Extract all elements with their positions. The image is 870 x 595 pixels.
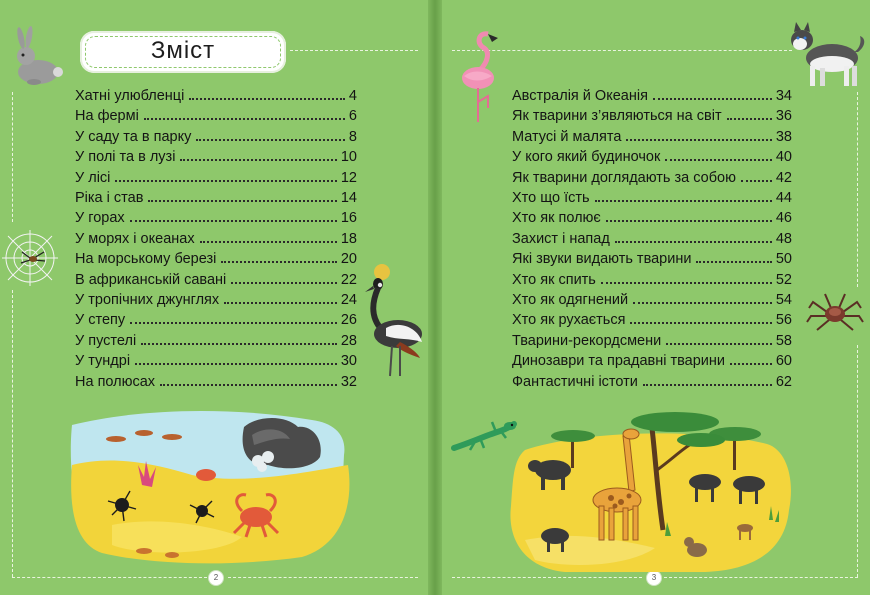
toc-entry-page: 6	[348, 108, 357, 125]
toc-entry-title: Хто як спить	[512, 271, 596, 288]
toc-entry	[75, 231, 357, 247]
toc-entry-title: У саду та в парку	[75, 128, 192, 145]
toc-entry-page: 46	[775, 210, 792, 227]
toc-entry-page: 60	[775, 353, 792, 370]
toc-entry	[512, 129, 792, 145]
toc-entry	[512, 190, 792, 206]
toc-entry-page: 36	[775, 108, 792, 125]
toc-entry	[512, 210, 792, 226]
toc-entry-page: 54	[775, 292, 792, 308]
toc-entry-title: Динозаври та прадавні тварини	[512, 353, 725, 370]
toc-leader-dots	[160, 384, 337, 386]
rabbit-icon	[8, 28, 68, 88]
toc-leader-dots	[626, 139, 771, 141]
toc-leader-dots	[200, 241, 337, 243]
toc-entry	[512, 251, 792, 267]
toc-leader-dots	[727, 118, 772, 120]
toc-entry	[75, 272, 357, 288]
husky-icon	[786, 22, 866, 90]
toc-entry-page: 16	[340, 210, 357, 227]
toc-entry-page: 50	[775, 251, 792, 268]
toc-entry-title: У тропічних джунглях	[75, 292, 220, 308]
flamingo-icon	[458, 30, 508, 125]
toc-entry-page: 48	[775, 230, 792, 247]
toc-leader-dots	[135, 363, 337, 365]
toc-leader-dots	[633, 302, 772, 304]
spider-icon	[0, 228, 60, 288]
toc-entry	[512, 231, 792, 247]
toc-entry	[512, 149, 792, 165]
toc-leader-dots	[615, 241, 772, 243]
toc-entry-title: Хатні улюбленці	[75, 88, 185, 104]
toc-entry-page: 10	[340, 149, 357, 166]
toc-leader-dots	[130, 322, 337, 324]
toc-leader-dots	[730, 363, 772, 365]
toc-entry-page: 38	[775, 128, 792, 145]
toc-entry-page: 34	[775, 88, 792, 104]
book-gutter	[428, 0, 442, 595]
toc-entry-page: 28	[340, 332, 357, 349]
toc-entry-title: Тварини-рекордсмени	[512, 332, 662, 349]
toc-leader-dots	[653, 98, 772, 100]
toc-entry-page: 4	[348, 88, 357, 104]
toc-entry-title: На полюсах	[75, 373, 156, 390]
toc-entry-title: У горах	[75, 210, 125, 227]
toc-entry	[512, 312, 792, 328]
toc-entry-title: Які звуки видають тварини	[512, 251, 692, 268]
savanna-scene	[505, 410, 795, 575]
toc-leader-dots	[180, 159, 336, 161]
toc-entry-title: Як тварини доглядають за собою	[512, 169, 736, 186]
toc-entry-title: У лісі	[75, 169, 111, 186]
toc-entry	[75, 251, 357, 267]
toc-entry-title: Хто як полює	[512, 210, 601, 227]
dashed-border	[290, 50, 418, 51]
toc-entry-title: В африканській савані	[75, 271, 227, 288]
toc-entry-page: 14	[340, 190, 357, 206]
toc-entry-page: 26	[340, 312, 357, 329]
toc-entry	[75, 374, 357, 390]
toc-entry	[75, 292, 357, 308]
toc-leader-dots	[141, 343, 337, 345]
toc-leader-dots	[148, 200, 336, 202]
toc-entry-page: 56	[775, 312, 792, 329]
crowned-crane-icon	[360, 262, 430, 382]
dashed-border	[12, 290, 13, 577]
toc-entry-page: 8	[348, 128, 357, 145]
toc-entry-title: На фермі	[75, 108, 139, 125]
toc-leader-dots	[595, 200, 772, 202]
toc-leader-dots	[665, 159, 772, 161]
toc-entry-title: Як тварини з’являються на світ	[512, 108, 722, 125]
toc-entry-title: Австралія й Океанія	[512, 88, 648, 104]
toc-entry	[512, 292, 792, 308]
toc-leader-dots	[606, 220, 772, 222]
toc-entry-page: 58	[775, 332, 792, 349]
toc-entry-title: Фантастичні істоти	[512, 373, 638, 390]
toc-entry-title: На морському березі	[75, 251, 217, 268]
toc-leader-dots	[115, 180, 336, 182]
dashed-border	[857, 92, 858, 287]
toc-entry	[75, 149, 357, 165]
toc-entry-page: 32	[340, 373, 357, 390]
toc-entry-title: У кого який будиночок	[512, 149, 661, 166]
dashed-border	[664, 577, 858, 578]
toc-entry	[512, 108, 792, 124]
toc-leader-dots	[696, 261, 771, 263]
toc-entry-title: Матусі й малята	[512, 128, 622, 145]
toc-entry-title: У тундрі	[75, 353, 131, 370]
dashed-border	[12, 577, 207, 578]
toc-entry-title: Ріка і став	[75, 190, 144, 206]
toc-entry	[75, 88, 357, 104]
toc-entry-page: 24	[340, 292, 357, 308]
toc-entry-title: Хто що їсть	[512, 190, 590, 206]
toc-entry	[512, 333, 792, 349]
toc-entry-page: 44	[775, 190, 792, 206]
toc-leader-dots	[196, 139, 345, 141]
toc-leader-dots	[666, 343, 772, 345]
toc-entry	[75, 353, 357, 369]
toc-leader-dots	[130, 220, 337, 222]
toc-leader-dots	[630, 322, 771, 324]
toc-entry-page: 22	[340, 271, 357, 288]
toc-entry-title: У полі та в лузі	[75, 149, 176, 166]
toc-entry	[512, 374, 792, 390]
toc-entry-page: 52	[775, 271, 792, 288]
toc-entry	[512, 272, 792, 288]
toc-leader-dots	[144, 118, 345, 120]
toc-entry-page: 20	[340, 251, 357, 268]
toc-entry-title: У степу	[75, 312, 126, 329]
toc-entry	[75, 170, 357, 186]
page-number-right: 3	[646, 570, 662, 586]
toc-leader-dots	[601, 282, 772, 284]
dashed-border	[452, 577, 642, 578]
toc-entry	[512, 88, 792, 104]
toc-entry	[75, 129, 357, 145]
contents-title-box	[80, 31, 286, 73]
toc-entry	[512, 170, 792, 186]
crab-icon	[805, 288, 865, 338]
toc-entry	[75, 210, 357, 226]
toc-entry-title: Хто як одягнений	[512, 292, 629, 308]
toc-entry	[75, 312, 357, 328]
toc-entry-page: 42	[775, 169, 792, 186]
dashed-border	[857, 345, 858, 577]
toc-entry	[512, 353, 792, 369]
toc-leader-dots	[224, 302, 337, 304]
toc-leader-dots	[643, 384, 772, 386]
seashore-scene	[72, 405, 352, 565]
toc-entry	[75, 333, 357, 349]
toc-leader-dots	[221, 261, 337, 263]
toc-entry-page: 40	[775, 149, 792, 166]
toc-leader-dots	[231, 282, 337, 284]
toc-entry-page: 18	[340, 230, 357, 247]
toc-entry-title: У морях і океанах	[75, 230, 195, 247]
toc-entry	[75, 108, 357, 124]
toc-entry	[75, 190, 357, 206]
toc-entry-title: Хто як рухається	[512, 312, 626, 329]
toc-entry-page: 62	[775, 373, 792, 390]
dashed-border	[12, 92, 13, 222]
page-number-left: 2	[208, 570, 224, 586]
dashed-border	[228, 577, 418, 578]
page-title: Зміст	[150, 37, 216, 64]
toc-entry-page: 12	[340, 169, 357, 186]
toc-leader-dots	[741, 180, 772, 182]
toc-leader-dots	[189, 98, 345, 100]
toc-entry-page: 30	[340, 353, 357, 370]
toc-entry-title: Захист і напад	[512, 230, 610, 247]
toc-entry-title: У пустелі	[75, 332, 137, 349]
